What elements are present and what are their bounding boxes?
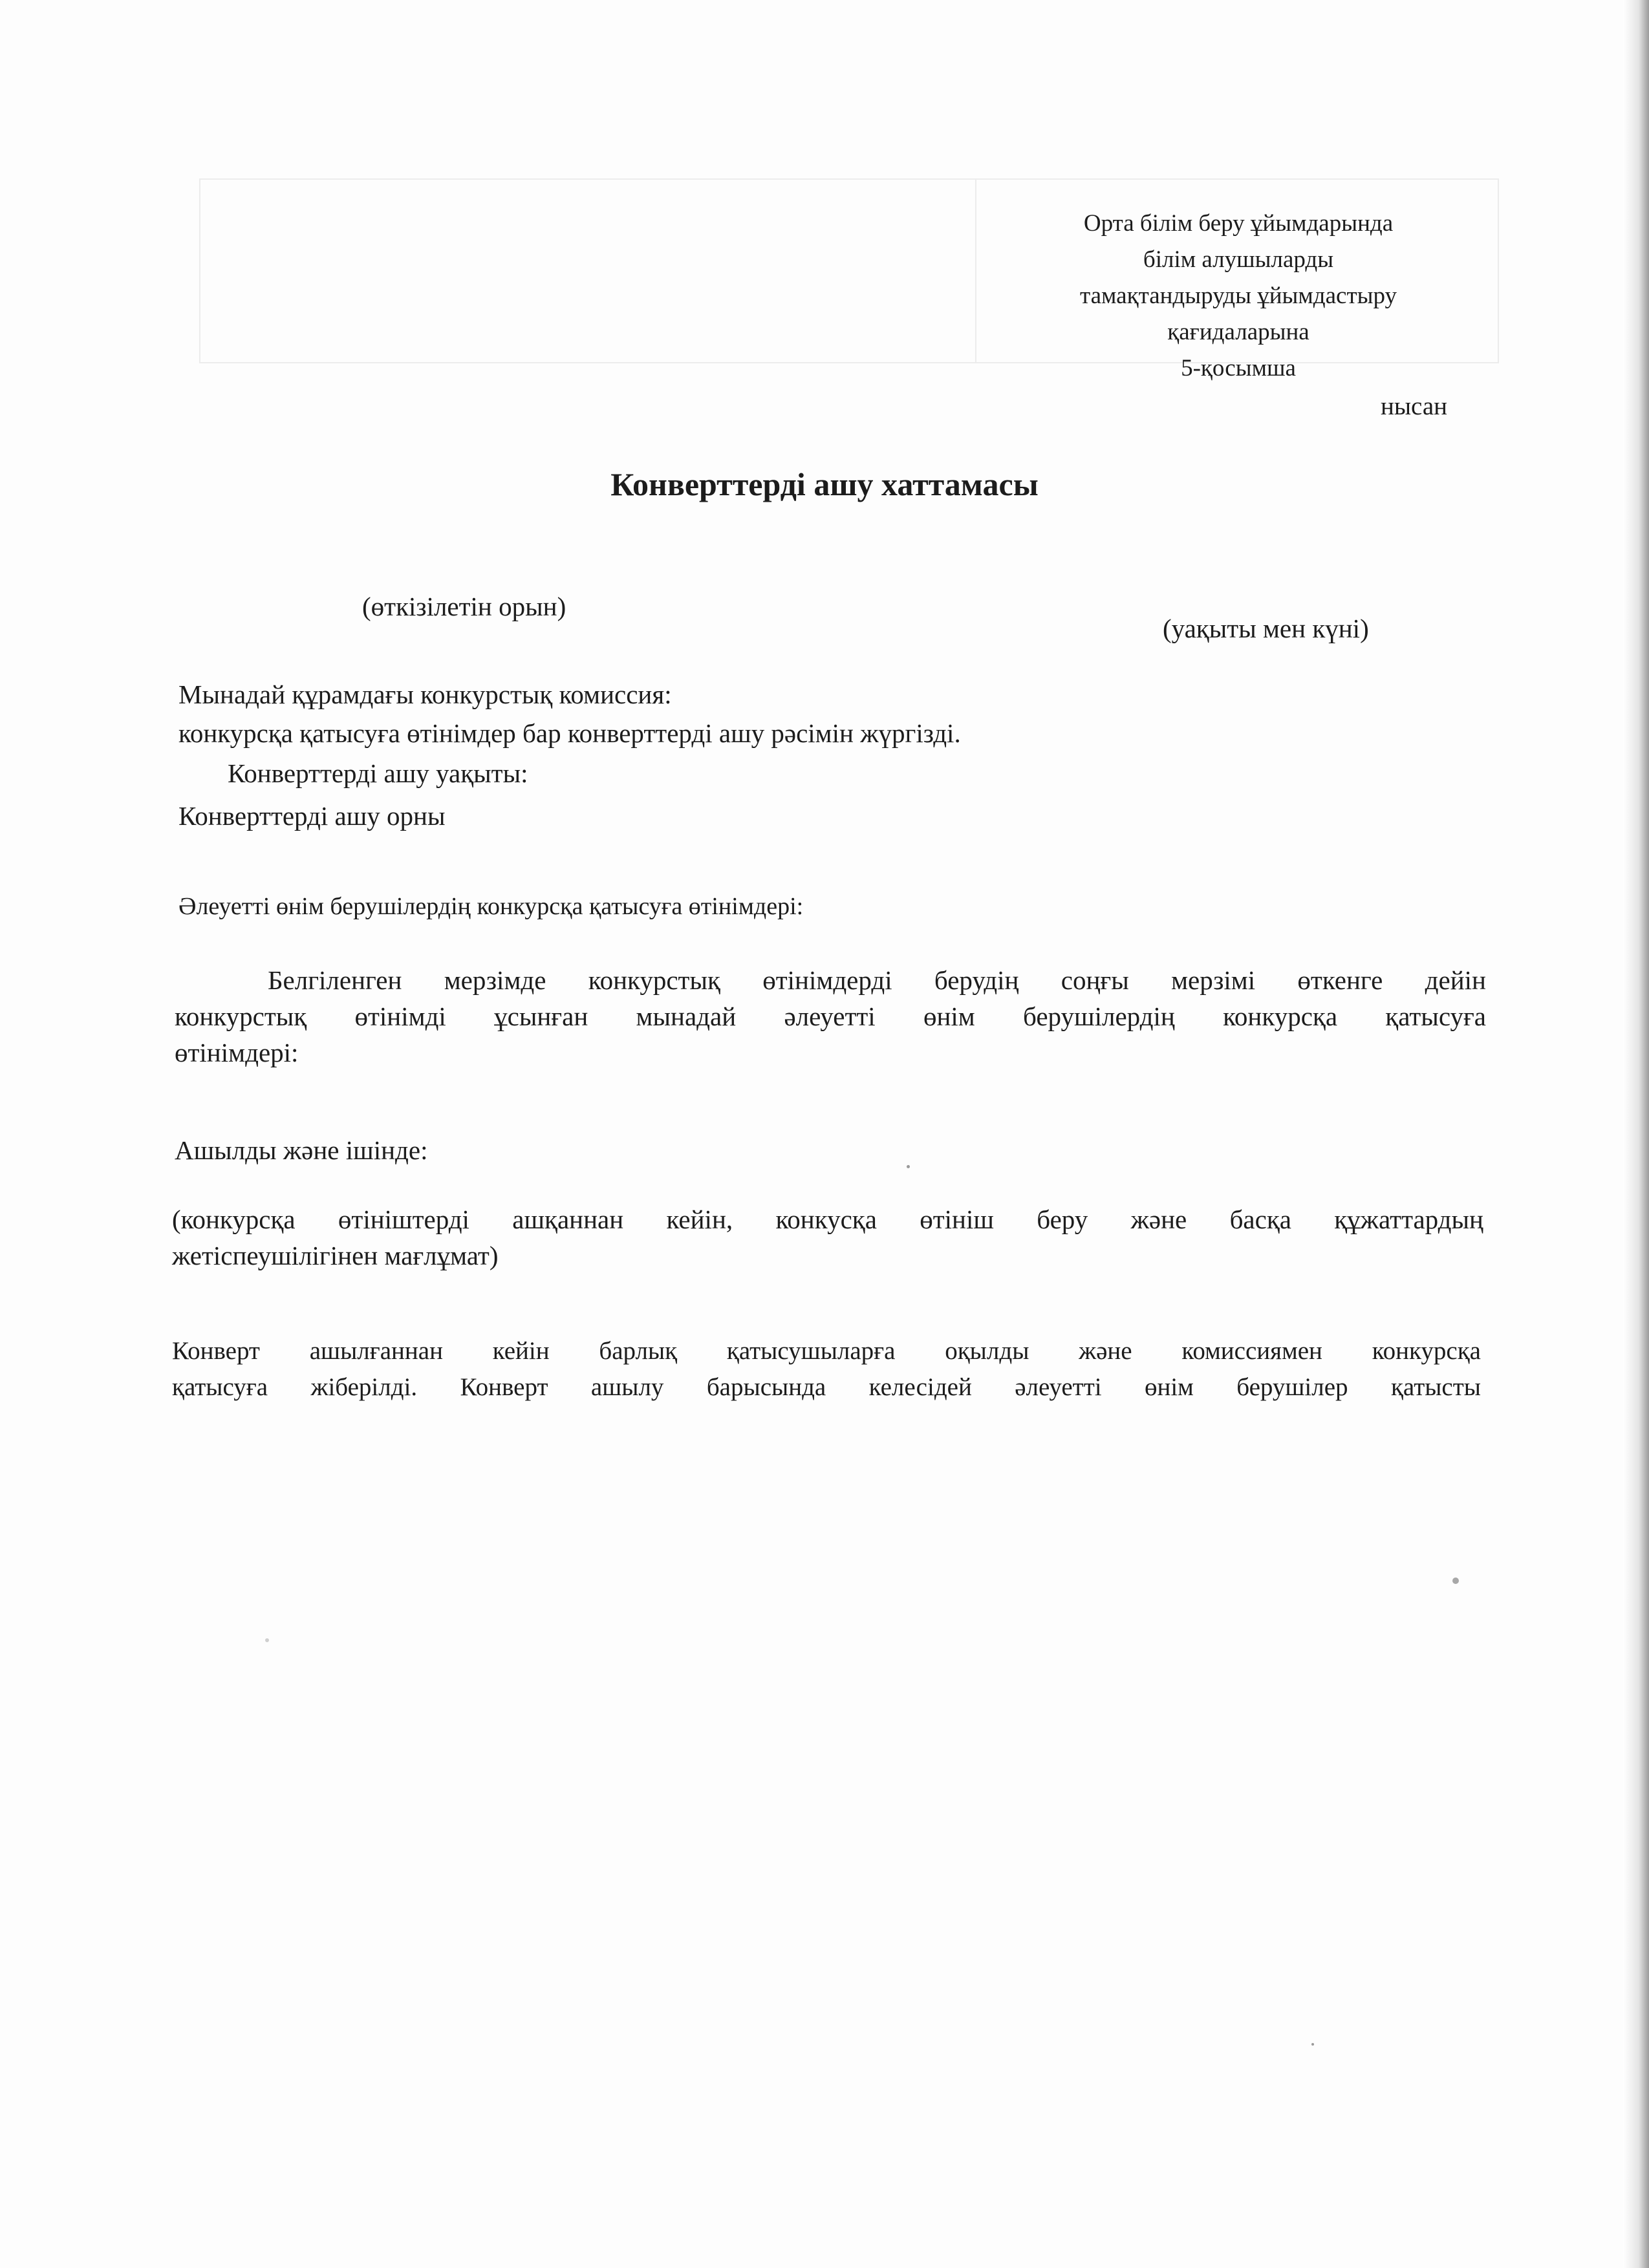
paragraph-line: Конверт ашылғаннан кейін барлық қатысушыларға оқылды және комиссиямен конкурсқа [172,1337,1481,1365]
opened-line: Ашылды және ішінде: [175,1135,428,1165]
paragraph-line: жетіспеушілігінен мағлұмат) [172,1241,499,1270]
opening-time-line: Конверттерді ашу уақыты: [228,758,528,788]
applications-heading: Әлеуетті өнім берушілердің конкурсқа қатысуға өтінімдері: [178,893,804,920]
applications-paragraph [175,962,1486,1071]
appendix-line: тамақтандыруды ұйымдастыру [1079,283,1397,309]
appendix-line: қағидаларына [1167,319,1310,345]
appendix-reference [976,206,1500,387]
form-label: нысан [1380,392,1447,420]
paragraph-line: Белгіленген мерзімде конкурстық өтінімдерді берудің соңғы мерзімі өткенге дейін [268,965,1486,995]
document-title: Конверттерді ашу хаттамасы [610,466,1039,502]
appendix-number: 5-қосымша [1181,355,1296,381]
paragraph-line: қатысуға жіберілді. Конверт ашылу барысында келесідей әлеуетті өнім берушілер қатысты [172,1373,1481,1401]
scan-speck [1311,2043,1314,2046]
header-table [199,178,1499,381]
header-empty-cell [200,180,976,362]
paragraph-line: (конкурсқа өтініштерді ашқаннан кейін, конкусқа өтініш беру және басқа құжаттардың [172,1204,1483,1234]
opening-place-line: Конверттерді ашу орны [178,801,446,831]
appendix-line: білім алушыларды [1143,246,1334,273]
paragraph-line: өтінімдері: [175,1038,299,1067]
commission-line: Мынадай құрамдағы конкурстық комиссия: [178,679,672,709]
place-caption: (өткізілетін орын) [362,592,566,621]
missing-documents-paragraph [172,1201,1483,1274]
scan-speck [1452,1578,1459,1584]
datetime-caption: (уақыты мен күні) [1163,614,1369,643]
commission-line: конкурсқа қатысуға өтінімдер бар конверттерді ашу рәсімін жүргізді. [178,718,961,748]
scan-speck [265,1638,269,1642]
paragraph-line: конкурстық өтінімді ұсынған мынадай әлеуетті өнім берушілердің конкурсқа қатысуға [175,1001,1486,1031]
scan-edge-shadow [1623,0,1649,2268]
scan-speck [907,1165,910,1168]
envelope-opened-paragraph [172,1333,1481,1406]
appendix-line: Орта білім беру ұйымдарында [1083,210,1394,237]
